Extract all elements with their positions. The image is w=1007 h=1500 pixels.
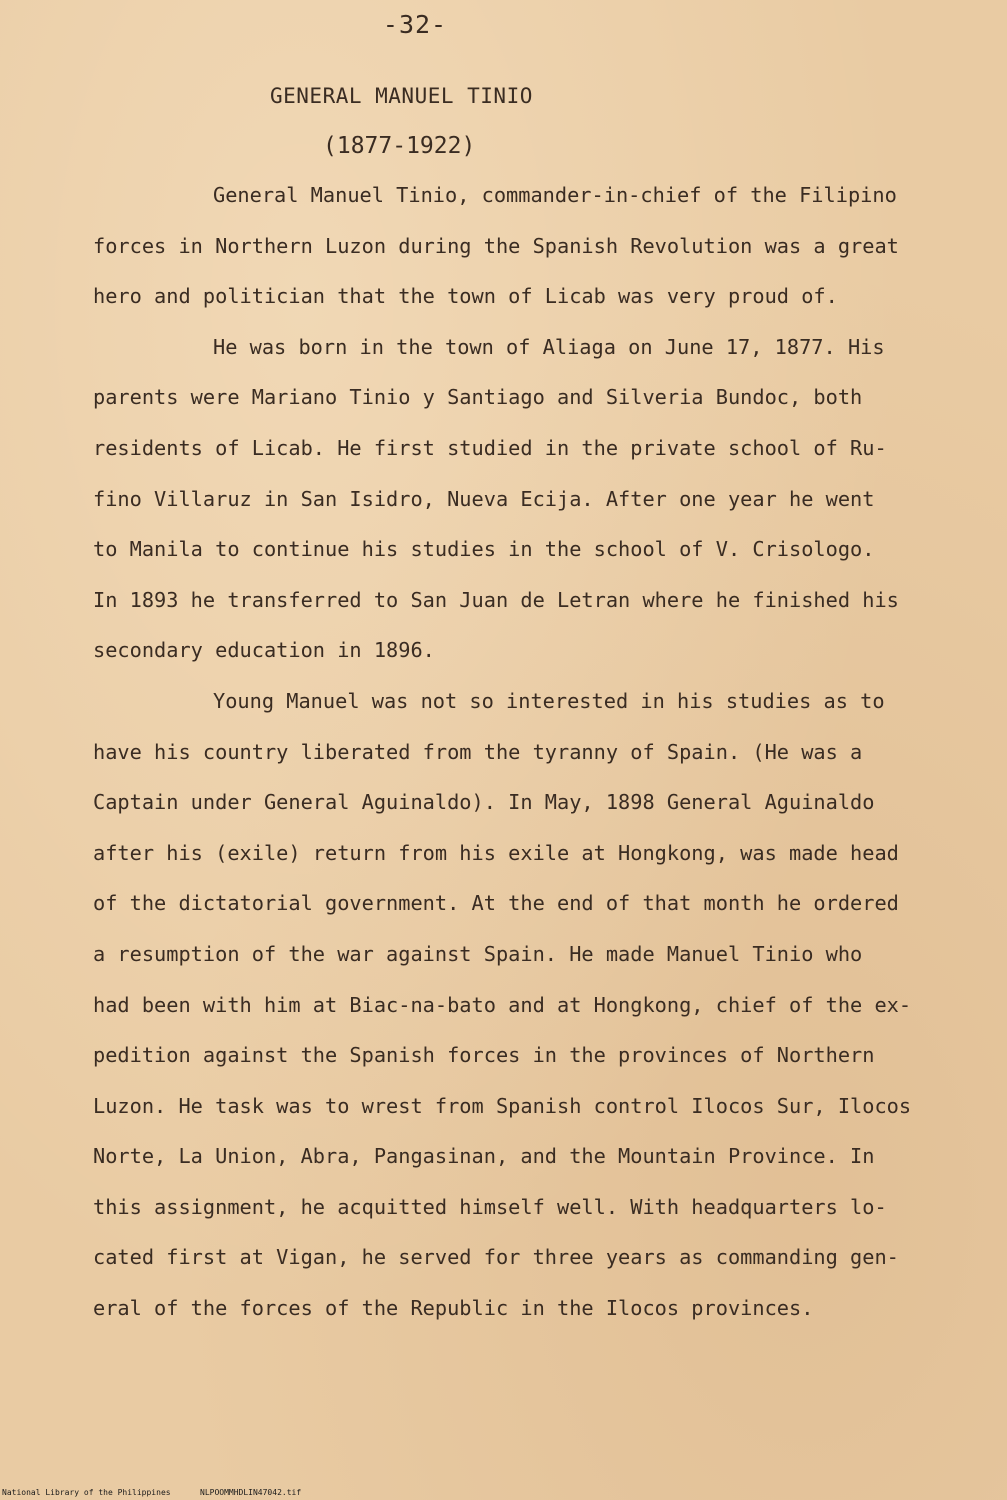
text-line: Luzon. He task was to wrest from Spanish control Ilocos Sur, Ilocos [93,1093,912,1118]
library-credit: National Library of the Philippines [2,1488,171,1497]
text-line: pedition against the Spanish forces in the provinces of Northern [93,1043,875,1068]
text-line: hero and politician that the town of Licab was very proud of. [93,284,838,309]
text-line: fino Villaruz in San Isidro, Nueva Ecija. After one year he went [93,486,875,511]
text-line: this assignment, he acquitted himself well. With headquarters lo- [93,1194,887,1219]
text-line: secondary education in 1896. [93,638,435,663]
text-line: of the dictatorial government. At the end of that month he ordered [93,891,899,916]
file-name: NLPOOMMHDLIN47042.tif [200,1488,302,1497]
text-line: cated first at Vigan, he served for three years as commanding gen- [93,1245,899,1270]
text-line: residents of Licab. He first studied in the private school of Ru- [93,435,887,460]
text-line: after his (exile) return from his exile at Hongkong, was made head [93,840,899,865]
text-line: Norte, La Union, Abra, Pangasinan, and the Mountain Province. In [93,1144,875,1169]
text-line: to Manila to continue his studies in the school of V. Crisologo. [93,537,875,562]
text-line: Captain under General Aguinaldo). In May, 1898 General Aguinaldo [93,790,875,815]
body-text [93,170,923,1334]
text-line: General Manuel Tinio, commander-in-chief of the Filipino [213,183,897,207]
text-line: He was born in the town of Aliaga on June 17, 1877. His [213,334,885,359]
page-number: -32- [382,10,448,39]
text-line: had been with him at Biac-na-bato and at Hongkong, chief of the ex- [93,992,912,1017]
document-title: GENERAL MANUEL TINIO [270,84,533,108]
life-dates: (1877-1922) [323,133,476,159]
text-line: eral of the forces of the Republic in the Ilocos provinces. [93,1296,814,1321]
text-line: In 1893 he transferred to San Juan de Letran where he finished his [93,587,899,612]
text-line: a resumption of the war against Spain. He made Manuel Tinio who [93,941,863,966]
text-line: forces in Northern Luzon during the Spanish Revolution was a great [93,233,899,258]
text-line: Young Manuel was not so interested in his studies as to [213,688,885,713]
text-line: parents were Mariano Tinio y Santiago and Silveria Bundoc, both [93,385,863,410]
text-line: have his country liberated from the tyranny of Spain. (He was a [93,739,863,764]
